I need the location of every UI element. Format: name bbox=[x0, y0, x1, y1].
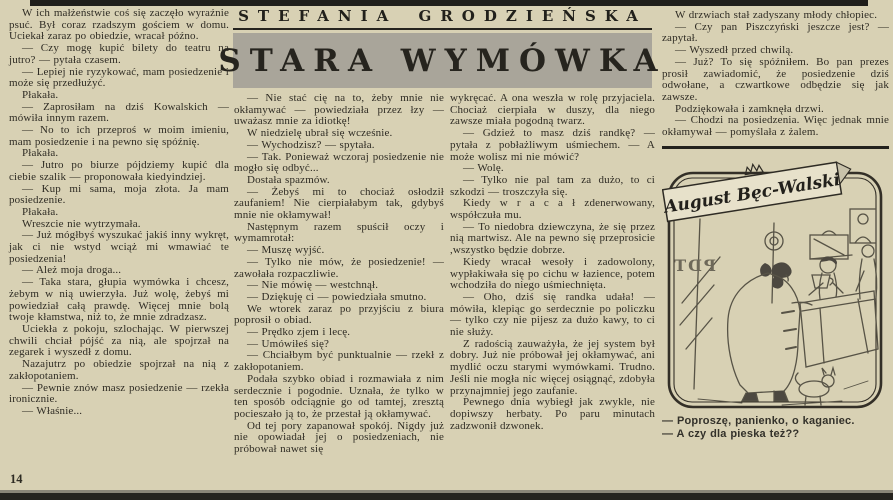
paragraph: — Żebyś mi to chociaż osłodził zaufaniem! Nie cierpiałabym tak, gdybyś mnie nie okłamywał! bbox=[234, 185, 444, 222]
paragraph: — Czy mogę kupić bilety do teatru na jutro? — pytała czasem. bbox=[9, 42, 229, 66]
column-3 bbox=[450, 93, 655, 432]
cartoon-banner bbox=[662, 153, 854, 222]
article-header bbox=[218, 7, 667, 88]
paragraph: — A czy dla pieska też?? bbox=[662, 428, 800, 441]
shelf-suitcase-icon bbox=[810, 231, 852, 259]
author-name: STEFANIA GRODZIEŃSKA bbox=[238, 7, 647, 25]
paragraph: Pewnego dnia wybiegł jak zwykle, nie dopiwszy herbaty. Po paru minutach zadzwonił dzwonek. bbox=[450, 396, 655, 432]
pot-icon bbox=[812, 275, 833, 288]
page-number: 14 bbox=[10, 472, 23, 486]
saleswoman-figure bbox=[809, 256, 843, 299]
paragraph: Kiedy wracał wesoły i zadowolony, wypłakiwała się po cichu w łazience, potem wchodziła do niego uśmiechnięta. bbox=[450, 255, 655, 292]
paragraph: wykręcać. A ona weszła w rolę przyjaciela. Chociaż cierpiała w duszy, dla niego zawsze miała pogodną twarz. bbox=[450, 92, 655, 128]
paragraph: Z radością zauważyła, że jej system był dobry. Już nie próbował jej okłamywać, ani mydlić oczu starymi wymówkami. Trudno. Jeśli nie mogła nic więcej osiągnąć, zdobyła przynajmniej jego zaufanie. bbox=[450, 337, 655, 397]
paragraph: — Tylko nie mów, że posiedzenie! — zawołała rozpaczliwie. bbox=[234, 255, 444, 280]
paragraph: Uciekła z pokoju, szlochając. W pierwszej chwili chciał pójść za nią, ale spojrzał na zegarek i wyszedł z domu. bbox=[9, 322, 229, 359]
paragraph: W niedzielę ubrał się wcześnie. bbox=[247, 127, 393, 140]
paragraph: Płakała. bbox=[22, 88, 59, 101]
title-box bbox=[218, 33, 667, 88]
section-divider-rule bbox=[662, 146, 889, 149]
top-rule-bar bbox=[30, 0, 868, 6]
paragraph: — Chciałbym być punktualnie — rzekł z zakłopotaniem. bbox=[234, 349, 444, 374]
paragraph: W ich małżeństwie coś się zaczęło wyraźnie psuć. Był coraz rzadszym gościem w domu. Uciekał zaraz po obiedzie, wracał późno. bbox=[9, 7, 229, 43]
bottom-rule-bar bbox=[0, 490, 893, 500]
cartoon-illustration bbox=[662, 153, 889, 413]
paragraph: — Ależ moja droga... bbox=[22, 264, 122, 277]
paragraph: Wreszcie nie wytrzymała. bbox=[22, 217, 141, 230]
author-rule bbox=[233, 28, 652, 30]
bust-display-icon bbox=[850, 209, 876, 243]
paragraph: — Prędko zjem i lecę. bbox=[247, 326, 351, 339]
paragraph: — Lepiej nie ryzykować, mam posiedzenie i może się przedłużyć. bbox=[9, 65, 229, 90]
paragraph: — Zaprosiłam na dziś Kowalskich — mówiła innym razem. bbox=[9, 100, 229, 125]
banner-title: August Bęc-Walski bbox=[663, 169, 842, 218]
paragraph: — Kup mi sama, moja złota. Ja mam posiedzenie. bbox=[9, 182, 229, 207]
paragraph: — Tak. Ponieważ wczoraj posiedzenie nie mogło się odbyć... bbox=[234, 150, 444, 175]
paragraph: — Muszę wyjść. bbox=[247, 244, 325, 257]
paragraph: — No to ich przeproś w moim imieniu, mam posiedzenie i na pewno się spóźnię. bbox=[9, 124, 229, 148]
paragraph: — Taka stara, głupia wymówka i chcesz, żebym w nią uwierzyła. Już wolę, żebyś mi powiedział całą prawdę. Więcej mnie bolą twoje kłamstwa, niż to, że mnie zdradzasz. bbox=[9, 276, 229, 324]
paragraph: — Właśnie... bbox=[22, 404, 83, 417]
column-1 bbox=[9, 8, 229, 418]
cartoon-scene bbox=[672, 209, 878, 405]
paragraph: Od tej pory zapanował spokój. Nigdy już nie opowiadał jej o posiedzeniach, nie próbował nawet się bbox=[234, 419, 444, 456]
paragraph: — Nie stać cię na to, żeby mnie nie okłamywać — powiedziała przez łzy — uważasz mnie za idiotkę! bbox=[234, 92, 444, 128]
column-4 bbox=[662, 10, 889, 442]
paragraph: Nazajutrz po obiedzie spojrzał na nią z zakłopotaniem. bbox=[9, 358, 229, 382]
paragraph: — To niedobra dziewczyna, że się przez nią martwisz. Ale na pewno się przeprosicie ,wszystko będzie dobrze. bbox=[450, 220, 655, 257]
paragraph: — Dziękuję ci — powiedziała smutno. bbox=[247, 290, 427, 303]
column-4-text bbox=[662, 10, 889, 139]
paragraph: — Umówiłeś się? bbox=[247, 337, 330, 350]
paragraph: — Jutro po biurze pójdziemy kupić dla ciebie szalik — proponowała kiedyindziej. bbox=[9, 159, 229, 183]
mirrored-shop-sign: PDT bbox=[672, 255, 716, 275]
paragraph: Płakała. bbox=[22, 205, 59, 218]
paragraph: — Chodzi na posiedzenia. Więc jednak mnie okłamywał — pomyślała z żalem. bbox=[662, 114, 889, 139]
column-2 bbox=[234, 93, 444, 456]
paragraph: — Tylko nie pal tam za dużo, to ci szkodzi — troszczyła się. bbox=[450, 173, 655, 198]
paragraph: — Wolę. bbox=[463, 162, 504, 175]
paragraph: Kiedy w r a c a ł zdenerwowany, współczuła mu. bbox=[450, 197, 655, 222]
paragraph: — Nie mówię — westchnął. bbox=[247, 279, 379, 292]
man-figure bbox=[728, 262, 812, 401]
paragraph: Płakała. bbox=[22, 147, 59, 160]
paragraph: Podziękowała i zamknęła drzwi. bbox=[675, 102, 824, 115]
paragraph: Dostała spazmów. bbox=[247, 173, 330, 186]
paragraph: We wtorek zaraz po przyjściu z biura poprosił o obiad. bbox=[234, 302, 444, 327]
paragraph: — Wyszedł przed chwilą. bbox=[675, 44, 794, 57]
paragraph: Podała szybko obiad i rozmawiała z nim serdecznie i pogodnie. Uznała, że tylko w ten sposób odciągnie go od tamtej, zresztą pocieszało ją to, że przestał ją okłamywać. bbox=[234, 372, 444, 420]
paragraph: Następnym razem spuścił oczy i wymamrotał: bbox=[234, 220, 444, 245]
counter bbox=[800, 291, 878, 367]
paragraph: — Gdzież to masz dziś randkę? — pytała z pobłażliwym uśmiechem. — A może wolisz mi nie mówić? bbox=[450, 127, 655, 163]
article-title: STARA WYMÓWKA bbox=[218, 42, 667, 79]
window-pane-icon bbox=[680, 219, 720, 389]
paragraph: — Wychodzisz? — spytała. bbox=[247, 138, 375, 151]
paragraph: — Czy pan Piszczyński jeszcze jest? — zapytał. bbox=[662, 20, 889, 45]
paragraph: — Oho, dziś się randka udała! — mówiła, klepiąc go serdecznie po policzku — tylko czy nie pijesz za dużo kawy, to ci nie służy. bbox=[450, 290, 655, 339]
dog-figure bbox=[795, 368, 835, 405]
paragraph: W drzwiach stał zadyszany młody chłopiec. bbox=[675, 9, 878, 21]
paragraph: — Już mógłbyś wyszukać jakiś inny wykręt, jak ci nie wstyd wciąż mi wmawiać te posiedzenia! bbox=[9, 229, 229, 265]
paragraph: — Już? To się spóźniłem. Bo pan prezes prosił zawiadomić, że posiedzenie dziś odwołane, a czwartkowe odbędzie się jak zawsze. bbox=[662, 55, 889, 103]
paragraph: — Pewnie znów masz posiedzenie — rzekła ironicznie. bbox=[9, 381, 229, 406]
paragraph: — Poproszę, panienko, o kaganiec. bbox=[662, 414, 855, 427]
cartoon-caption bbox=[662, 415, 889, 442]
